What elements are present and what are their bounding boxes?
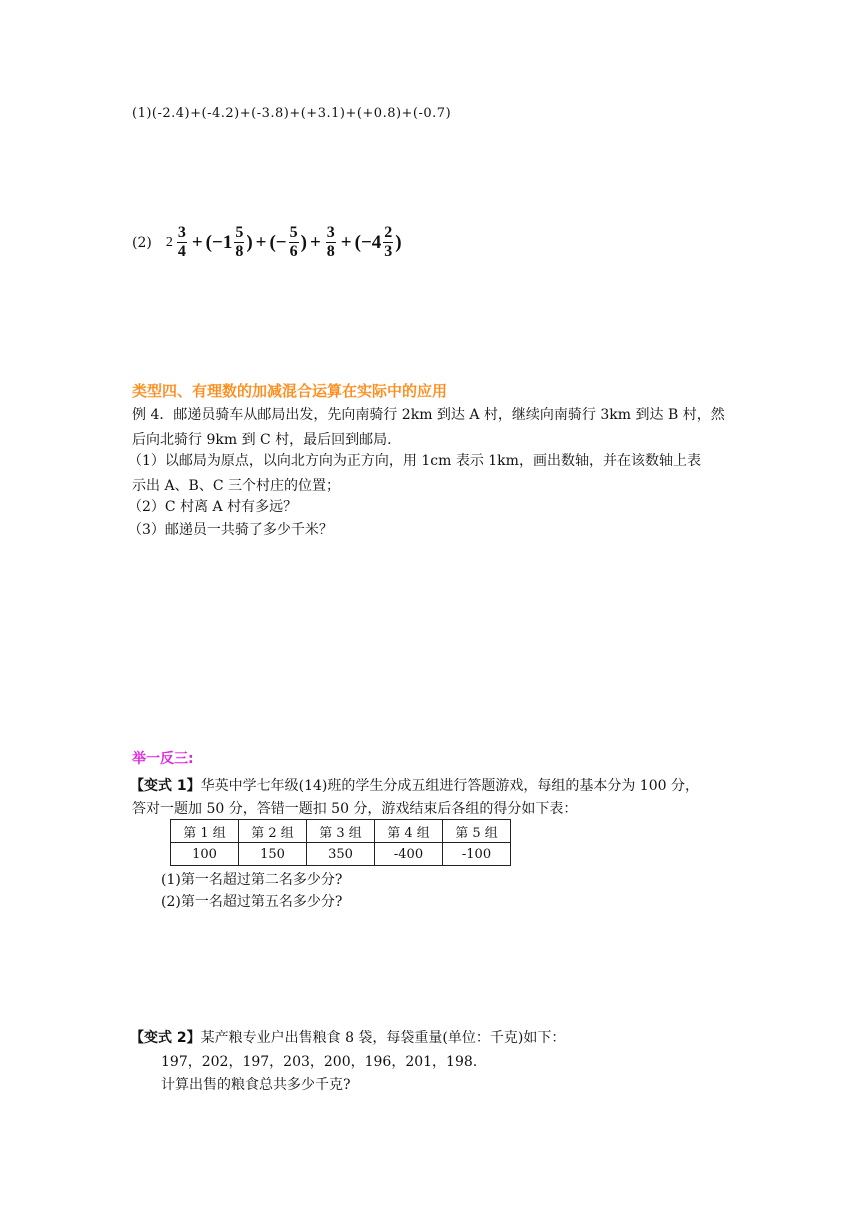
table-cell: 100 [171,843,239,866]
plus-sign: + [255,231,267,253]
term-3-close: ) [300,231,307,253]
problem-1-expression: (-2.4)+(-4.2)+(-3.8)+(+3.1)+(+0.8)+(-0.7) [151,106,452,121]
variant-1-question-2: (2)第一名超过第五名多少分? [161,894,343,910]
fraction-5-denominator: 3 [384,243,393,260]
plus-sign: + [309,231,321,253]
fraction-expression [166,224,402,261]
term-3-open: (− [269,231,287,253]
variant-1-question-1: (1)第一名超过第二名多少分? [161,872,343,888]
table-header-cell: 第 2 组 [239,820,307,843]
fraction-3-denominator: 6 [289,243,298,260]
practice-heading: 举一反三: [132,751,194,767]
section-heading: 类型四、有理数的加减混合运算在实际中的应用 [132,382,448,400]
fraction-5-numerator: 2 [384,224,393,241]
example-4-question-1: （1）以邮局为原点，以向北方向为正方向，用 1cm 表示 1km，画出数轴，并在该数轴上表 [128,453,701,469]
fraction-5 [383,224,393,261]
table-cell: 150 [239,843,307,866]
term-5-open: (−4 [354,231,382,253]
fraction-4-numerator: 3 [326,224,335,241]
fraction-3-numerator: 5 [289,224,298,241]
term-2-open: (−1 [205,231,233,253]
variant-2-question: 计算出售的粮食总共多少千克? [161,1077,351,1093]
term-5-close: ) [395,231,402,253]
example-4-question-2: （2）C 村离 A 村有多远？ [128,499,298,515]
table-cell: -100 [443,843,511,866]
example-4-question-3: （3）邮递员一共骑了多少千米？ [128,522,333,538]
table-cell: -400 [375,843,443,866]
fraction-1 [177,224,187,261]
mixed-whole: 2 [165,234,173,250]
fraction-3 [289,224,299,261]
table-row [171,843,511,866]
problem-2-label: (2) [132,234,152,251]
variant-1-text: 华英中学七年级(14)班的学生分成五组进行答题游戏，每组的基本分为 100 分， [200,778,699,794]
variant-2-text: 某产粮专业户出售粮食 8 袋，每袋重量(单位：千克)如下： [200,1030,566,1046]
table-header-cell: 第 4 组 [375,820,443,843]
fraction-2-denominator: 8 [235,243,244,260]
table-header-cell: 第 3 组 [307,820,375,843]
table-header-row [171,820,511,843]
fraction-2 [234,224,244,261]
fraction-2-numerator: 5 [235,224,244,241]
problem-1 [132,104,451,124]
variant-1-tag: 【变式 1】 [130,778,201,794]
table-cell: 350 [307,843,375,866]
variant-2-line-1 [130,1028,565,1048]
example-4-line-1: 例 4．邮递员骑车从邮局出发，先向南骑行 2km 到达 A 村，继续向南骑行 3km 到达 B 村，然 [132,407,725,423]
fraction-4-denominator: 8 [326,243,335,260]
score-table [170,819,511,866]
plus-sign: + [191,231,203,253]
example-4-question-1-cont: 示出 A、B、C 三个村庄的位置； [132,478,341,494]
table-header-cell: 第 5 组 [443,820,511,843]
variant-1-line-2: 答对一题加 50 分，答错一题扣 50 分，游戏结束后各组的得分如下表： [132,801,578,817]
plus-sign: + [340,231,352,253]
term-2-close: ) [246,231,253,253]
table-header-cell: 第 1 组 [171,820,239,843]
variant-1-line-1 [130,776,699,796]
problem-1-label: (1) [132,106,152,121]
fraction-1-numerator: 3 [177,224,186,241]
variant-2-tag: 【变式 2】 [130,1030,201,1046]
problem-2 [132,224,402,261]
fraction-1-denominator: 4 [177,243,186,260]
variant-2-weights: 197，202，197，203，200，196，201，198. [161,1054,478,1070]
fraction-4 [326,224,336,261]
example-4-line-2: 后向北骑行 9km 到 C 村，最后回到邮局. [132,432,392,448]
